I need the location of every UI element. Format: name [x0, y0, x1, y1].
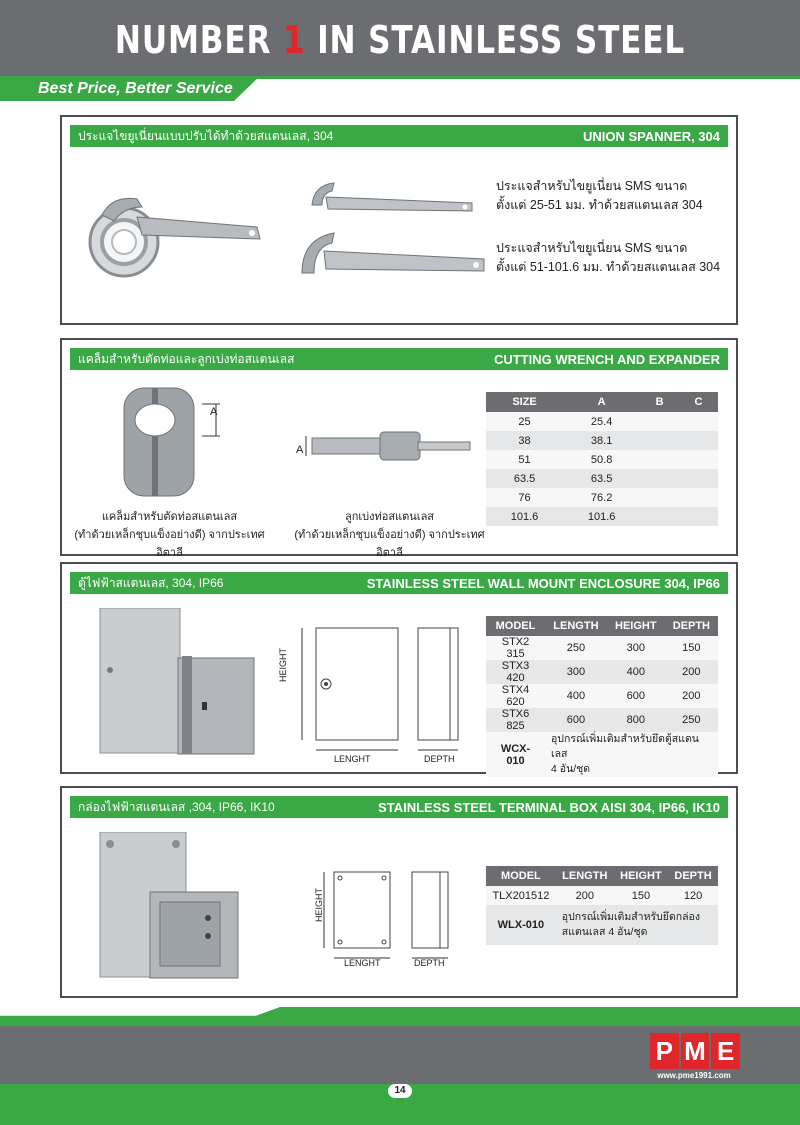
table-row-accessory: WLX-010 อุปกรณ์เพิ่มเติมสำหรับยึดกล่อง สแตนเลส 4 อัน/ชุด: [486, 905, 718, 945]
section-wall-enclosure: [60, 562, 738, 774]
enclosure-model-table: [486, 616, 718, 777]
section-title-th: ตู้ไฟฟ้าสแตนเลส, 304, IP66: [78, 575, 224, 590]
section-title-th: แคล็มสำหรับตัดท่อและลูกเบ่งท่อสแตนเลส: [78, 351, 295, 366]
section-title-th: กล่องไฟฟ้าสแตนเลส ,304, IP66, IK10: [78, 799, 275, 814]
table-header: HEIGHT: [614, 866, 668, 886]
dim-a-label-expander: A: [296, 444, 304, 456]
section-header: [70, 348, 728, 370]
table-row: TLX201512 200 150 120: [486, 886, 718, 905]
clamp-caption: แคล็มสำหรับตัดท่อสแตนเลส (ทำด้วยเหล็กชุบแข็งอย่างดี) จากประเทศอิตาลี: [74, 511, 265, 559]
small-spanner-image: [302, 175, 477, 225]
length-dim-label: LENGHT: [334, 754, 371, 764]
page-number: 14: [388, 1084, 412, 1098]
table-row: 76 76.2: [486, 488, 718, 507]
dim-a-label: A: [210, 406, 218, 418]
title-number: 1: [282, 18, 306, 62]
section-header: [70, 796, 728, 818]
tube-expander-image: [300, 428, 480, 468]
enclosure-photo: [98, 608, 258, 758]
spanner-large-description: ประแจสำหรับไขยูเนี่ยน SMS ขนาด ตั้งแต่ 51-101.6 มม. ทำด้วยสแตนเลส 304: [496, 241, 721, 274]
table-row: STX3 420 300 400 200: [486, 660, 718, 684]
section-union-spanner: [60, 115, 738, 325]
section-title-th: ประแจไขยูเนี่ยนแบบปรับได้ทำด้วยสแตนเลส, 304: [78, 128, 334, 143]
table-row: 63.5 63.5: [486, 469, 718, 488]
depth-dim-label: DEPTH: [424, 754, 455, 764]
page-title: NUMBER 1 IN STAINLESS STEEL: [114, 18, 686, 62]
pme-logo: P M E: [650, 1033, 740, 1069]
depth-dim-label: DEPTH: [414, 958, 445, 968]
section-title-en: UNION SPANNER, 304: [582, 128, 720, 144]
table-row: 51 50.8: [486, 450, 718, 469]
height-dim-label: HEIGHT: [314, 887, 324, 922]
table-header: MODEL: [486, 866, 556, 886]
length-dim-label: LENGHT: [344, 958, 381, 968]
section-terminal-box: [60, 786, 738, 998]
height-dim-label: HEIGHT: [278, 647, 288, 682]
table-row: 101.6 101.6: [486, 507, 718, 526]
table-header: DEPTH: [665, 616, 718, 636]
table-header: C: [679, 392, 718, 412]
table-header: HEIGHT: [607, 616, 665, 636]
table-header: SIZE: [486, 392, 563, 412]
table-header: DEPTH: [668, 866, 718, 886]
table-row: STX4 620 400 600 200: [486, 684, 718, 708]
table-row: STX6 825 600 800 250: [486, 708, 718, 732]
expander-size-table: [486, 392, 718, 526]
terminal-box-drawing: [318, 868, 488, 968]
section-title-en: STAINLESS STEEL WALL MOUNT ENCLOSURE 304, IP66: [366, 575, 720, 591]
expander-caption: ลูกเบ่งท่อสแตนเลส (ทำด้วยเหล็กชุบแข็งอย่างดี) จากประเทศอิตาลี: [294, 511, 485, 559]
table-row-accessory: WCX-010 อุปกรณ์เพิ่มเติมสำหรับยึดตู้สแตนเลส 4 อัน/ชุด: [486, 732, 718, 777]
table-row: 38 38.1: [486, 431, 718, 450]
terminal-box-photo: [98, 832, 258, 982]
table-header: LENGTH: [556, 866, 614, 886]
section-cutting-wrench: [60, 338, 738, 559]
table-header: LENGTH: [545, 616, 607, 636]
table-row: STX2 315 250 300 150: [486, 636, 718, 660]
terminal-box-model-table: [486, 866, 718, 945]
website-url: www.pme1991.com: [657, 1071, 731, 1080]
spanner-small-description: ประแจสำหรับไขยูเนี่ยน SMS ขนาด ตั้งแต่ 25-51 มม. ทำด้วยสแตนเลส 304: [496, 179, 703, 212]
section-title-en: STAINLESS STEEL TERMINAL BOX AISI 304, IP66, IK10: [378, 799, 720, 815]
section-header: [70, 572, 728, 594]
table-row: 25 25.4: [486, 412, 718, 431]
table-header: MODEL: [486, 616, 545, 636]
section-title-en: CUTTING WRENCH AND EXPANDER: [493, 351, 720, 367]
table-header: B: [640, 392, 679, 412]
cutting-clamp-image: [112, 378, 232, 503]
tagline: Best Price, Better Service: [38, 80, 233, 97]
section-header: [70, 125, 728, 147]
table-header: A: [563, 392, 640, 412]
page-header: [0, 0, 800, 78]
large-spanner-image: [294, 225, 489, 285]
enclosure-drawing: [288, 624, 468, 764]
spanner-with-union-image: [82, 177, 267, 287]
